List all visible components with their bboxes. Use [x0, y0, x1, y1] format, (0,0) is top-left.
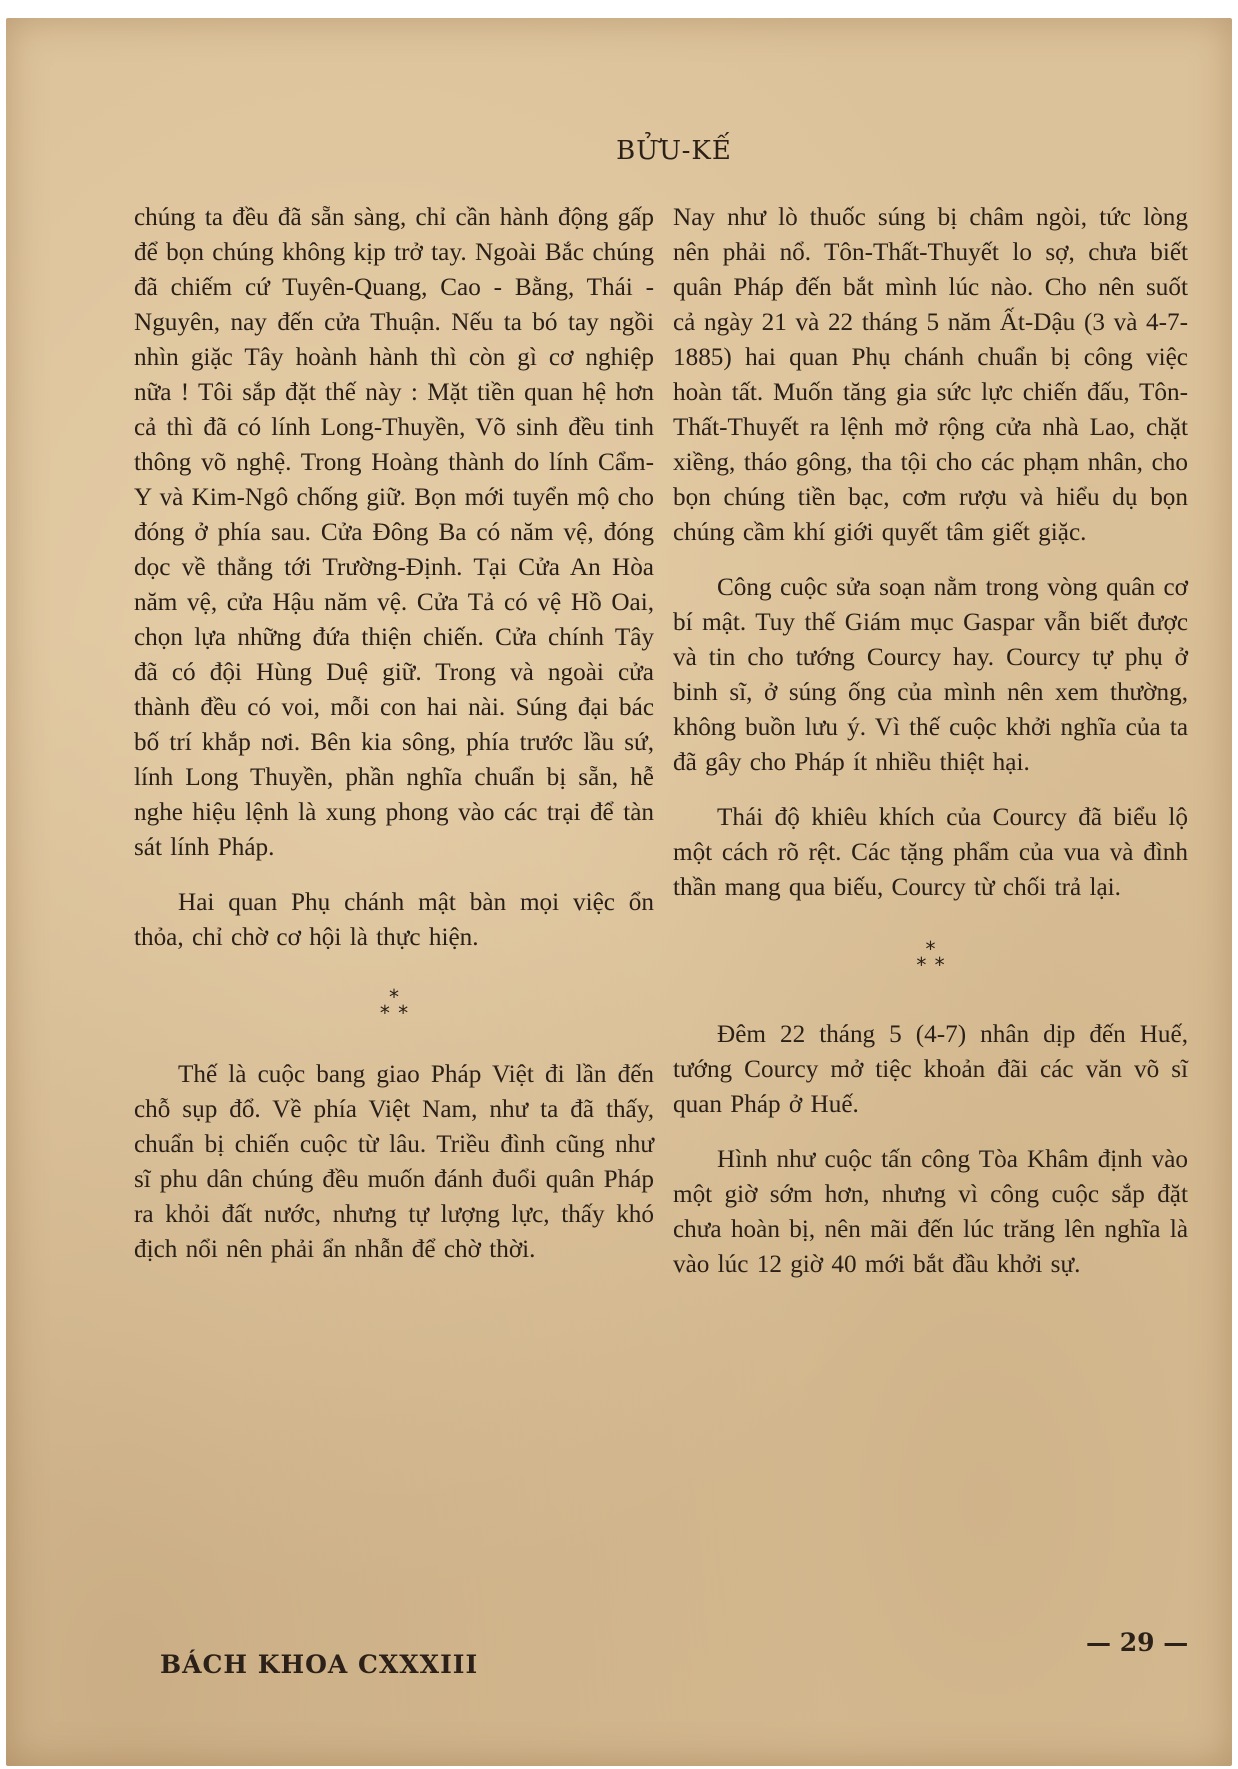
running-title: BỬU-KẾ [616, 136, 732, 166]
left-paragraph-1: chúng ta đều đã sẵn sàng, chỉ cần hành động gấp để bọn chúng không kịp trở tay. Ngoài Bắc chúng đã chiếm cứ Tuyên-Quang, Cao - Bằng, Thái - Nguyên, nay đến cửa Thuận. Nếu ta bó tay ngồi nhìn giặc Tây hoành hành thì còn gì cơ nghiệp nữa ! Tôi sắp đặt thế này : Mặt tiền quan hệ hơn cả thì đã có lính Long-Thuyền, Võ sinh đều tinh thông võ nghệ. Trong Hoàng thành do lính Cẩm-Y và Kim-Ngô chống giữ. Bọn mới tuyển mộ cho đóng ở phía sau. Cửa Đông Ba có năm vệ, đóng dọc về thẳng tới Trường-Định. Tại Cửa An Hòa năm vệ, cửa Hậu năm vệ. Cửa Tả có vệ Hồ Oai, chọn lựa những đứa thiện chiến. Cửa chính Tây đã có đội Hùng Duệ giữ. Trong và ngoài cửa thành đều có voi, mỗi con hai nài. Súng đại bác bố trí khắp nơi. Bên kia sông, phía trước lầu sứ, lính Long Thuyền, phần nghĩa chuẩn bị sẵn, hễ nghe hiệu lệnh là xung phong vào các trại để tàn sát lính Pháp. [134, 204, 654, 861]
right-paragraph-5: Hình như cuộc tấn công Tòa Khâm định vào một giờ sớm hơn, nhưng vì công cuộc sắp đặt chưa hoàn bị, nên mãi đến lúc trăng lên nghĩa là vào lúc 12 giờ 40 mới bắt đầu khởi sự. [673, 1146, 1188, 1278]
right-column [673, 200, 1188, 1282]
left-column [134, 200, 654, 1267]
right-paragraph-4: Đêm 22 tháng 5 (4-7) nhân dịp đến Huế, tướng Courcy mở tiệc khoản đãi các văn võ sĩ quan Pháp ở Huế. [673, 1021, 1188, 1118]
left-paragraph-2: Hai quan Phụ chánh mật bàn mọi việc ổn thỏa, chỉ chờ cơ hội là thực hiện. [134, 889, 654, 951]
right-paragraph-3: Thái độ khiêu khích của Courcy đã biểu lộ một cách rõ rệt. Các tặng phẩm của vua và đình thần mang qua biếu, Courcy từ chối trả lại. [673, 804, 1188, 901]
left-paragraph-3: Thế là cuộc bang giao Pháp Việt đi lần đến chỗ sụp đổ. Về phía Việt Nam, như ta đã thấy, chuẩn bị chiến cuộc từ lâu. Triều đình cũng như sĩ phu dân chúng đều muốn đánh đuổi quân Pháp ra khỏi đất nước, nhưng tự lượng lực, thấy khó địch nổi nên phải ẩn nhẫn để chờ thời. [134, 1061, 654, 1263]
page-number: — 29 — [1086, 1628, 1189, 1657]
right-paragraph-2: Công cuộc sửa soạn nằm trong vòng quân cơ bí mật. Tuy thế Giám mục Gaspar vẫn biết được và tin cho tướng Courcy hay. Courcy tự phụ ở binh sĩ, ở súng ống của mình nên xem thường, không buồn lưu ý. Vì thế cuộc khởi nghĩa của ta đã gây cho Pháp ít nhiều thiệt hại. [673, 574, 1188, 776]
right-paragraph-1: Nay như lò thuốc súng bị châm ngòi, tức lòng nên phải nổ. Tôn-Thất-Thuyết lo sợ, chưa biết quân Pháp đến bắt mình lúc nào. Cho nên suốt cả ngày 21 và 22 tháng 5 năm Ất-Dậu (3 và 4-7-1885) hai quan Phụ chánh chuẩn bị công việc hoàn tất. Muốn tăng gia sức lực chiến đấu, Tôn-Thất-Thuyết ra lệnh mở rộng cửa nhà Lao, chặt xiềng, tháo gông, tha tội cho các phạm nhân, cho bọn chúng tiền bạc, cơm rượu và hiểu dụ bọn chúng cầm khí giới quyết tâm giết giặc. [673, 204, 1188, 546]
section-separator-right: * * * [916, 937, 945, 977]
magazine-footer: BÁCH KHOA CXXXIII [160, 1650, 479, 1679]
section-separator-left: * * * [379, 985, 409, 1025]
